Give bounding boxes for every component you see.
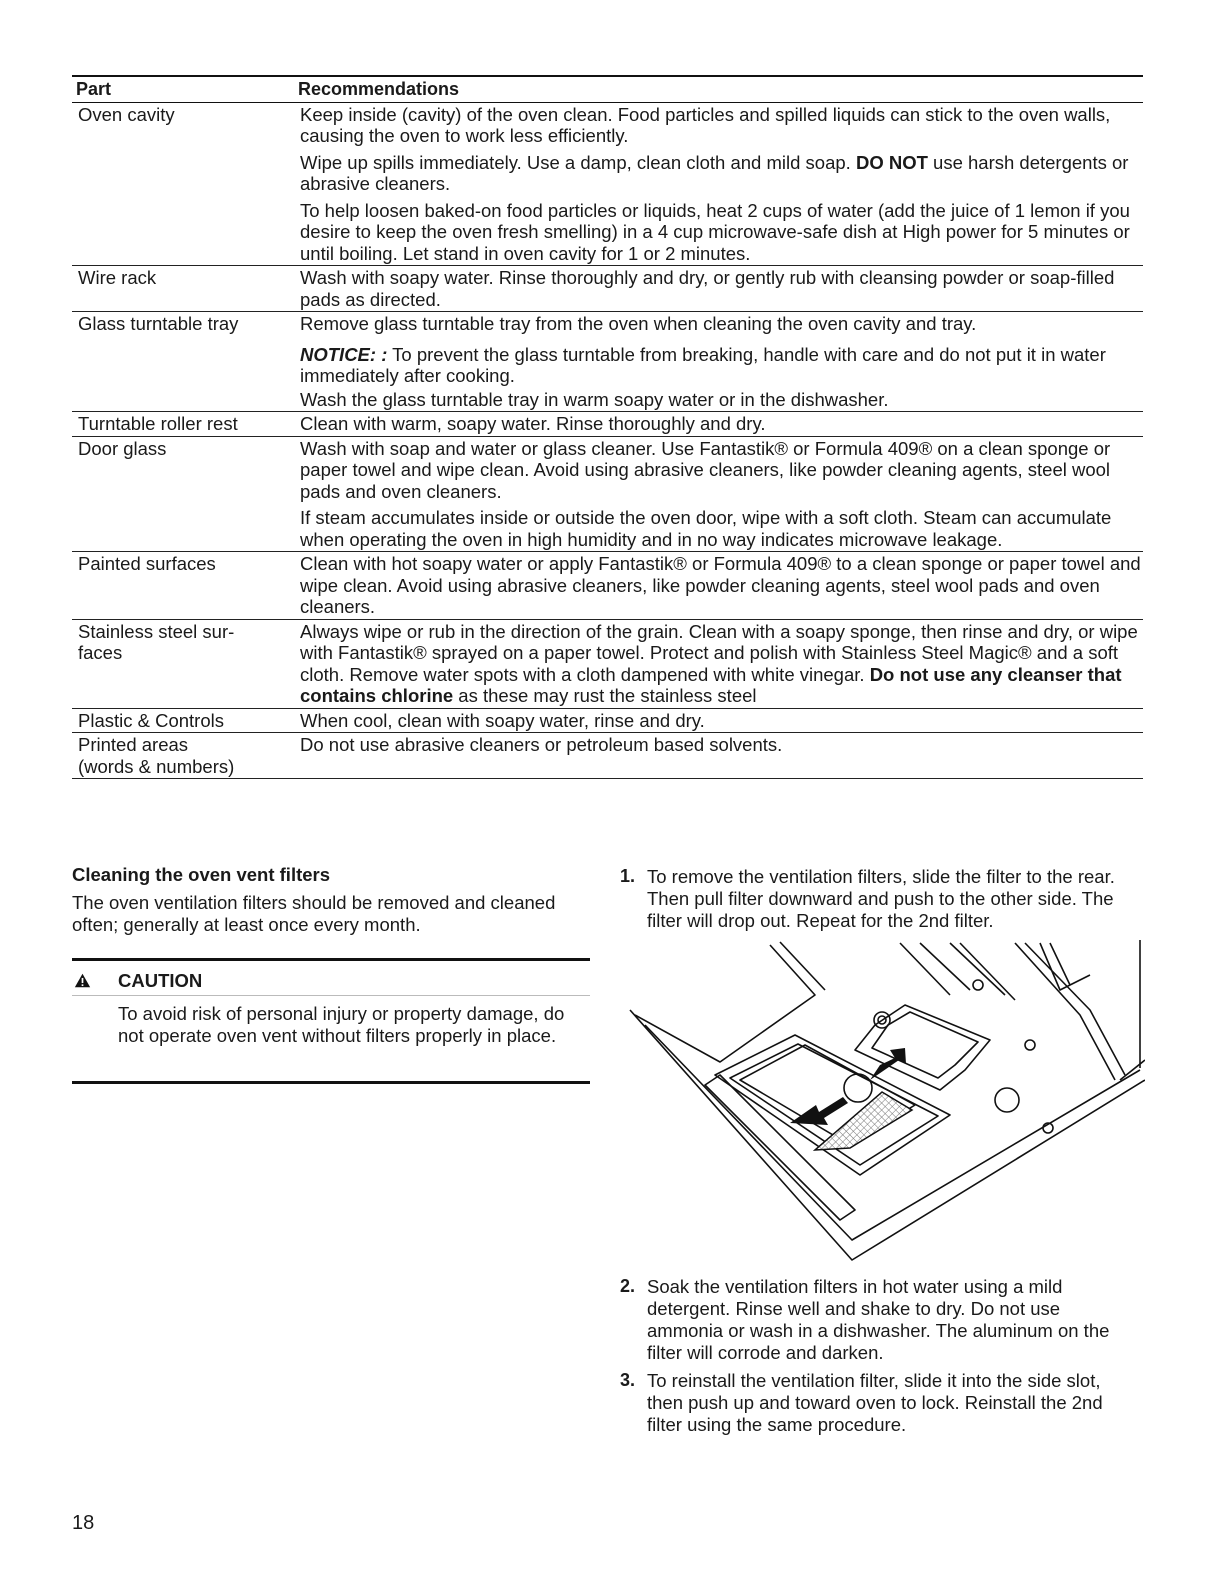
warning-triangle-icon [74, 972, 91, 989]
section-title: Cleaning the oven vent filters [72, 864, 331, 885]
recommendation-cell [294, 266, 1143, 312]
table-row [72, 412, 1143, 437]
recommendation-cell [294, 619, 1143, 708]
part-name: Painted surfaces [72, 552, 294, 620]
notice-text: NOTICE: : To prevent the glass turntable from breaking, handle with care and do not put it in water immediately after cooking. [300, 343, 1106, 386]
recommendation-cell [294, 733, 1143, 779]
recommendation-text: Always wipe or rub in the direction of the grain. Clean with a soapy sponge, then rinse and dry, or wipe with Fantastik® sprayed on a paper towel. Protect and polish with Stainless Steel Magic® and a soft cloth. Remove water spots with a cloth dampened with white vinegar. Do not use any cleanser that contains chlorine as these may rust the stainless steel [300, 620, 1138, 706]
vent-filter-removal-illustration [620, 940, 1145, 1265]
table-row [72, 102, 1143, 266]
part-name: Door glass [72, 436, 294, 552]
recommendation-cell [294, 312, 1143, 412]
recommendation-text: Clean with hot soapy water or apply Fantastik® or Formula 409® to a clean sponge or paper towel and wipe clean. Avoid using abrasive cleaners, like powder cleaning agents, steel wool pads and oven cleaners. [300, 553, 1141, 617]
table-row [72, 436, 1143, 552]
table-row [72, 552, 1143, 620]
recommendation-cell [294, 708, 1143, 733]
page-number: 18 [72, 1512, 95, 1534]
care-table [72, 75, 1143, 779]
recommendation-text: When cool, clean with soapy water, rinse and dry. [300, 709, 705, 731]
caution-box [72, 958, 590, 1084]
caution-text: To avoid risk of personal injury or property damage, do not operate oven vent without filters properly in place. [118, 1003, 565, 1046]
part-name: Plastic & Controls [72, 708, 294, 733]
part-name: Printed areas (words & numbers) [72, 733, 294, 779]
recommendation-cell [294, 552, 1143, 620]
recommendation-text: Wash with soapy water. Rinse thoroughly and dry, or gently rub with cleansing powder or soap-filled pads as directed. [300, 267, 1115, 310]
step-text: To reinstall the ventilation filter, slide it into the side slot, then push up and toward oven to lock. Reinstall the 2nd filter using the same procedure. [647, 1370, 1103, 1435]
table-row [72, 733, 1143, 779]
caution-title: CAUTION [118, 970, 203, 991]
table-row [72, 708, 1143, 733]
recommendation-text: Do not use abrasive cleaners or petroleum based solvents. [300, 734, 783, 755]
caution-header [72, 965, 590, 996]
table-header-row [72, 76, 1143, 102]
part-name: Wire rack [72, 266, 294, 312]
part-name: Glass turntable tray [72, 312, 294, 412]
recommendation-cell [294, 412, 1143, 437]
header-recommendations: Recommendations [294, 76, 1143, 102]
warning-emphasis: DO NOT [855, 151, 928, 173]
recommendation-text: Wipe up spills immediately. Use a damp, clean cloth and mild soap. DO NOT use harsh detergents or abrasive cleaners. [300, 151, 1129, 194]
step-text: To remove the ventilation filters, slide the filter to the rear. Then pull filter downward and push to the other side. The filter will drop out. Repeat for the 2nd filter. [647, 866, 1115, 931]
section-intro: The oven ventilation filters should be removed and cleaned often; generally at least once every month. [72, 892, 556, 935]
part-name: Stainless steel sur- faces [72, 619, 294, 708]
step-number: 1. [620, 866, 636, 886]
warning-emphasis: Do not use any cleanser that contains chlorine [300, 663, 1122, 706]
recommendation-text: Wash the glass turntable tray in warm soapy water or in the dishwasher. [300, 388, 889, 410]
part-name: Oven cavity [72, 102, 294, 266]
recommendation-cell [294, 102, 1143, 266]
notice-label: NOTICE: : [300, 343, 388, 365]
part-name: Turntable roller rest [72, 412, 294, 437]
recommendation-text: Clean with warm, soapy water. Rinse thoroughly and dry. [300, 413, 766, 434]
recommendation-text: Keep inside (cavity) of the oven clean. Food particles and spilled liquids can stick to the oven walls, causing the oven to work less efficiently. [300, 103, 1111, 146]
header-part: Part [72, 76, 294, 102]
table-row [72, 619, 1143, 708]
recommendation-cell [294, 436, 1143, 552]
table-row [72, 266, 1143, 312]
step-number: 2. [620, 1276, 636, 1296]
table-row [72, 312, 1143, 412]
recommendation-text: If steam accumulates inside or outside the oven door, wipe with a soft cloth. Steam can accumulate when operating the oven in high humidity and in no way indicates microwave leakage. [300, 507, 1112, 550]
recommendation-text: Remove glass turntable tray from the oven when cleaning the oven cavity and tray. [300, 313, 977, 334]
step-number: 3. [620, 1370, 636, 1390]
step-text: Soak the ventilation filters in hot water using a mild detergent. Rinse well and shake to dry. Do not use ammonia or wash in a dishwasher. The aluminum on the filter will corrode and darken. [647, 1276, 1110, 1363]
recommendation-text: To help loosen baked-on food particles or liquids, heat 2 cups of water (add the juice of 1 lemon if you desire to keep the oven fresh smelling) in a 4 cup microwave-safe dish at High power for 5 minutes or until boiling. Let stand in oven cavity for 1 or 2 minutes. [300, 199, 1130, 264]
recommendation-text: Wash with soap and water or glass cleaner. Use Fantastik® or Formula 409® on a clean sponge or paper towel and wipe clean. Avoid using abrasive cleaners, like powder cleaning agents, steel wool pads and oven cleaners. [300, 437, 1111, 502]
